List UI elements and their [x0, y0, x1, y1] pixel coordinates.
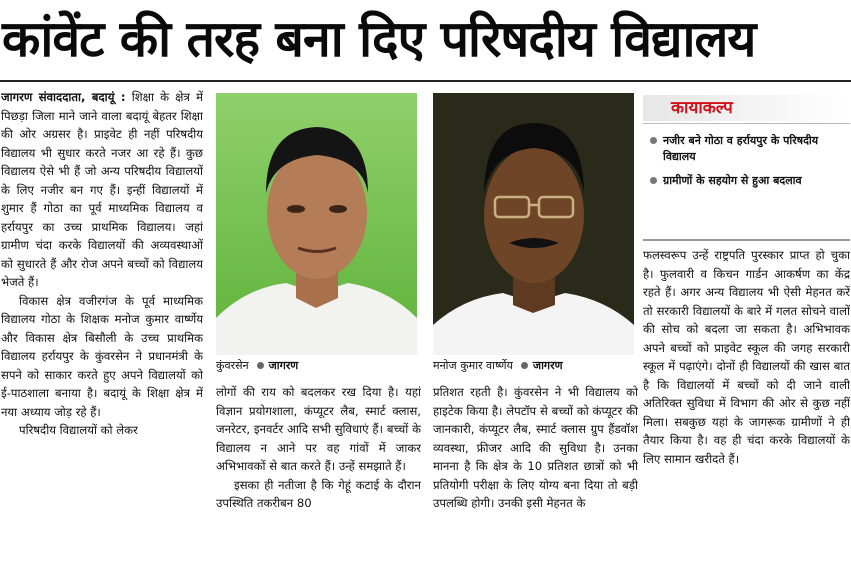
- portrait-manoj-kumar-icon: [433, 93, 634, 355]
- sidebox-list: [643, 133, 850, 197]
- paragraph-5: इसका ही नतीजा है कि गेहूं कटाई के दौरान उपस्थिति तकरीबन 80: [216, 477, 421, 510]
- headline-rule: [0, 80, 851, 82]
- paragraph-4: लोगों की राय को बदलकर रख दिया है। यहां विज्ञान प्रयोगशाला, कंप्यूटर लैब, स्मार्ट क्लास, जनरेटर, इनवर्टर आदि सभी सुविधाएं हैं। बच्चों के विद्यालय न आने पर वह गांवों में जाकर अभिभावकों से बात करते हैं। उन्हें समझाते हैं।: [216, 385, 421, 473]
- article-headline: कांवेंट की तरह बना दिए परिषदीय विद्यालय: [2, 10, 756, 68]
- article-column-3: [433, 383, 638, 578]
- sidebox-item: [643, 173, 850, 189]
- sidebox-item-text: नजीर बने गोठा व हर्रायपुर के परिषदीय विद्यालय: [663, 134, 819, 163]
- photo-caption-2: [433, 358, 563, 374]
- caption-name-1: कुंवरसेन: [216, 359, 249, 372]
- caption-name-2: मनोज कुमार वार्ष्णेय: [433, 359, 513, 372]
- bullet-icon: [650, 177, 657, 184]
- caption-dot-icon: [257, 362, 264, 369]
- paragraph-3: परिषदीय विद्यालयों को लेकर: [19, 423, 138, 437]
- photo-kunwarsen: [216, 93, 417, 355]
- portrait-kunwarsen-icon: [216, 93, 417, 355]
- caption-source-1: जागरण: [268, 359, 299, 372]
- article-column-2: [216, 383, 421, 578]
- dateline: जागरण संवाददाता, बदायूं :: [1, 90, 126, 104]
- sidebox-kayakalp: [643, 91, 850, 241]
- caption-dot-icon: [521, 362, 528, 369]
- photo-caption-1: [216, 358, 298, 374]
- article-column-1: [1, 88, 203, 578]
- sidebox-title: कायाकल्प: [671, 98, 733, 118]
- sidebox-divider: [643, 123, 850, 124]
- article-column-4: [643, 246, 850, 578]
- paragraph-6: प्रतिशत रहती है। कुंवरसेन ने भी विद्यालय को हाइटेक किया है। लेपटॉप से बच्चों को कंप्यूटर की जानकारी, कंप्यूटर लैब, स्मार्ट क्लास ग्रुप हैंडवॉश व्यवस्था, फ्रीजर आदि की सुविधा है। उनका मानना है कि क्षेत्र के 10 प्रतिशत छात्रों को भी प्रतियोगी परीक्षा के लिए योग्य बना दिया तो बड़ी उपलब्धि होगी। उनकी इसी मेहनत के: [433, 385, 638, 510]
- sidebox-item-text: ग्रामीणों के सहयोग से हुआ बदलाव: [663, 174, 802, 187]
- bullet-icon: [650, 137, 657, 144]
- caption-source-2: जागरण: [532, 359, 563, 372]
- photo-manoj-kumar: [433, 93, 634, 355]
- paragraph-2: विकास क्षेत्र वजीरगंज के पूर्व माध्यमिक विद्यालय गोठा के शिक्षक मनोज कुमार वार्ष्णेय और विकास क्षेत्र बिसौली के उच्च प्राथमिक विद्यालय हर्रायपुर के कुंवरसेन ने प्रधानमंत्री के सपने को साकार करते हुए अपने विद्यालयों को ई-पाठशाला बनाया है। बदायूं के शिक्षा क्षेत्र में नया अध्याय जोड़ रहे हैं।: [1, 293, 203, 419]
- paragraph-intro: [1, 88, 203, 292]
- sidebox-item: [643, 133, 850, 165]
- paragraph-7: फलस्वरूप उन्हें राष्ट्रपति पुरस्कार प्राप्त हो चुका है। फुलवारी व किचन गार्डन आकर्षण का केंद्र रहते हैं। अगर अन्य विद्यालय भी ऐसी मेहनत करें तो सरकारी विद्यालयों के बारे में गलत सोचने वालों की सोच को बदला जा सकता है। अभिभावक अपने बच्चों को प्राइवेट स्कूल की जगह सरकारी स्कूल में पढ़ाएंगे। दोनों ही विद्यालयों की खास बात है कि विद्यालयों में बच्चों को दी जाने वाली अतिरिक्त सुविधा में विभाग की ओर से कुछ नहीं मिला। सबकुछ यहां के जागरूक ग्रामीणों ने ही तैयार किया है। वह ही चंदा करके विद्यालयों के लिए सामान खरीदते हैं।: [643, 248, 850, 466]
- intro-text: शिक्षा के क्षेत्र में पिछड़ा जिला माने जाने वाला बदायूं बेहतर शिक्षा की ओर अग्रसर है। प्राइवेट ही नहीं परिषदीय विद्यालय भी सुधार करते नजर आ रहे हैं। कुछ विद्यालय ऐसे भी हैं जो अन्य परिषदीय विद्यालयों के लिए नजीर बन गए हैं। इन्हीं विद्यालयों में शुमार हैं गोठा का पूर्व माध्यमिक विद्यालय व हर्रायपुर का उच्च प्राथमिक विद्यालय। जहां ग्रामीण चंदा करके विद्यालयों की अव्यवस्थाओं को सुधारते हैं और रोज अपने बच्चों को विद्यालय भेजते हैं।: [1, 90, 203, 289]
